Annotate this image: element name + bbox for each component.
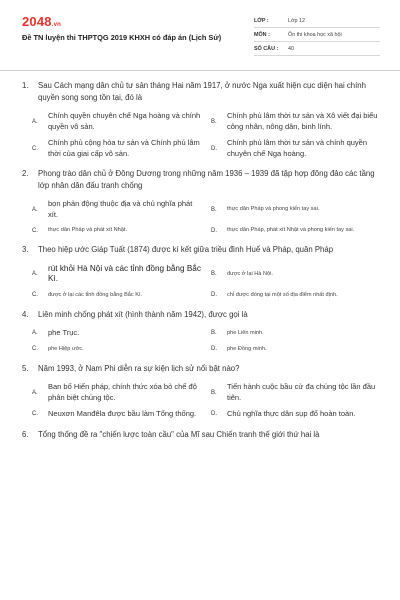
option-a[interactable] [32, 328, 203, 339]
option-letter: B. [211, 330, 217, 337]
option-text: thực dân Pháp và phát xít Nhật. [48, 227, 127, 233]
option-letter: B. [211, 118, 217, 125]
option-list [22, 264, 382, 300]
question-4 [22, 309, 382, 354]
option-text: phe Hiệp ước. [48, 345, 84, 352]
option-text: được ở lại Hà Nội. [227, 270, 273, 277]
question-text [22, 244, 382, 256]
question-number: 2. [22, 169, 29, 178]
meta-row-count [254, 44, 380, 56]
question-number: 1. [22, 81, 29, 90]
option-list [22, 382, 382, 420]
option-b[interactable] [211, 264, 382, 285]
question-text [22, 363, 382, 375]
option-letter: A. [32, 389, 38, 396]
meta-label: SỐ CÂU : [254, 46, 279, 52]
option-text: phe Đồng minh. [227, 345, 267, 352]
option-list [22, 199, 382, 235]
option-text: chỉ được đóng tại một số địa điểm nhất định. [227, 291, 338, 298]
question-text [22, 429, 382, 441]
option-letter: B. [211, 389, 217, 396]
meta-table [254, 16, 380, 58]
option-letter: A. [32, 271, 38, 277]
option-c[interactable] [32, 138, 203, 159]
option-c[interactable] [32, 226, 203, 235]
option-b[interactable] [211, 199, 382, 220]
meta-label: LỚP : [254, 18, 269, 24]
logo-suffix: .vn [51, 22, 62, 28]
option-b[interactable] [211, 382, 382, 403]
option-letter: D. [211, 292, 217, 298]
question-5 [22, 363, 382, 420]
option-letter: D. [211, 346, 217, 352]
question-3 [22, 244, 382, 300]
question-number: 4. [22, 309, 29, 319]
option-letter: A. [32, 330, 38, 337]
option-d[interactable] [211, 345, 382, 354]
option-text: thực dân Pháp và phong kiến tay sai. [227, 206, 320, 212]
option-a[interactable] [32, 264, 203, 285]
question-text [22, 309, 382, 321]
option-list [22, 328, 382, 354]
option-letter: D. [211, 145, 217, 152]
question-text [22, 168, 382, 191]
question-stem: Sau Cách mạng dân chủ tư sản tháng Hai năm 1917, ở nước Nga xuất hiện cục diện hai chính quyền song song tồn tại, đó là [38, 81, 366, 102]
option-letter: D. [211, 411, 217, 418]
option-text: Tiến hành cuộc bầu cử đa chủng tộc lần đầu tiên. [227, 382, 376, 402]
option-b[interactable] [211, 111, 382, 132]
meta-value: Lớp 12 [288, 18, 306, 24]
option-a[interactable] [32, 382, 203, 403]
option-a[interactable] [32, 199, 203, 220]
option-d[interactable] [211, 409, 382, 420]
question-2 [22, 168, 382, 235]
question-stem: Phong trào dân chủ ở Đông Dương trong những năm 1936 – 1939 đã tập hợp đông đảo các tầng lớp nhân dân đấu tranh chống [38, 169, 375, 190]
question-6 [22, 429, 382, 441]
meta-label: MÔN : [254, 32, 270, 38]
option-c[interactable] [32, 291, 203, 300]
option-text: phe Trục. [48, 328, 80, 337]
option-letter: C. [32, 292, 38, 298]
question-number: 5. [22, 363, 29, 373]
option-text: bọn phản động thuộc địa và chủ nghĩa phát xít. [48, 199, 193, 219]
meta-row-class [254, 16, 380, 28]
site-logo[interactable] [22, 14, 61, 29]
option-list [22, 111, 382, 159]
question-1 [22, 80, 382, 159]
logo-text: 2048 [22, 14, 52, 29]
option-text: Chính phủ cộng hòa tư sản và Chính phủ lâm thời của giai cấp vô sản. [48, 138, 200, 158]
document-title: Đề TN luyện thi THPTQG 2019 KHXH có đáp án (Lịch Sử) [22, 33, 222, 42]
question-stem: Liên minh chống phát xít (hình thành năm 1942), được gọi là [38, 309, 248, 319]
option-text: phe Liên minh. [227, 329, 264, 336]
option-text: được ở lại các tỉnh đồng bằng Bắc Kì. [48, 291, 143, 298]
question-list [22, 80, 382, 449]
document-header [22, 14, 378, 66]
option-d[interactable] [211, 291, 382, 300]
option-text: Chính phủ lâm thời tư sản và Xô viết đại biểu công nhân, nông dân, binh lính. [227, 111, 378, 131]
option-c[interactable] [32, 409, 203, 420]
question-number: 3. [22, 245, 29, 254]
option-text: Neuxơn Manđêla được bầu làm Tổng thống. [48, 409, 197, 418]
question-text [22, 80, 382, 103]
option-text: Chính quyền chuyên chế Nga hoàng và chính quyền vô sản. [48, 111, 201, 131]
option-text: Chính phủ lâm thời tư sản và chính quyền chuyên chế Nga hoàng. [227, 138, 368, 158]
option-letter: B. [211, 271, 217, 277]
option-letter: C. [32, 145, 38, 152]
option-text: rút khỏi Hà Nội và các tỉnh đồng bằng Bắc Kì. [48, 263, 201, 283]
option-text: thực dân Pháp, phát xít Nhật và phong kiến tay sai. [227, 227, 355, 233]
option-d[interactable] [211, 226, 382, 235]
option-text: Ban bố Hiến pháp, chính thức xóa bỏ chế độ phân biệt chủng tộc. [48, 382, 197, 402]
question-stem: Theo hiệp ước Giáp Tuất (1874) được kí kết giữa triều đình Huế và Pháp, quân Pháp [38, 245, 334, 254]
question-stem: Năm 1993, ở Nam Phi diễn ra sự kiện lịch sử nổi bật nào? [38, 363, 240, 373]
option-letter: B. [211, 206, 217, 213]
option-a[interactable] [32, 111, 203, 132]
option-letter: C. [32, 411, 38, 418]
meta-row-subject [254, 30, 380, 42]
question-number: 6. [22, 429, 29, 439]
meta-value: Ôn thi khoa học xã hội [288, 32, 342, 38]
option-letter: C. [32, 227, 38, 234]
question-stem: Tổng thống đề ra "chiến lược toàn cầu" của Mĩ sau Chiến tranh thế giới thứ hai là [38, 429, 320, 439]
option-letter: A. [32, 118, 38, 125]
option-text: Chủ nghĩa thực dân sụp đổ hoàn toàn. [227, 409, 356, 418]
option-c[interactable] [32, 345, 203, 354]
option-letter: D. [211, 227, 217, 234]
option-letter: C. [32, 346, 38, 352]
option-letter: A. [32, 206, 38, 213]
header-divider [0, 70, 400, 71]
meta-value: 40 [288, 46, 294, 52]
option-d[interactable] [211, 138, 382, 159]
option-b[interactable] [211, 328, 382, 339]
